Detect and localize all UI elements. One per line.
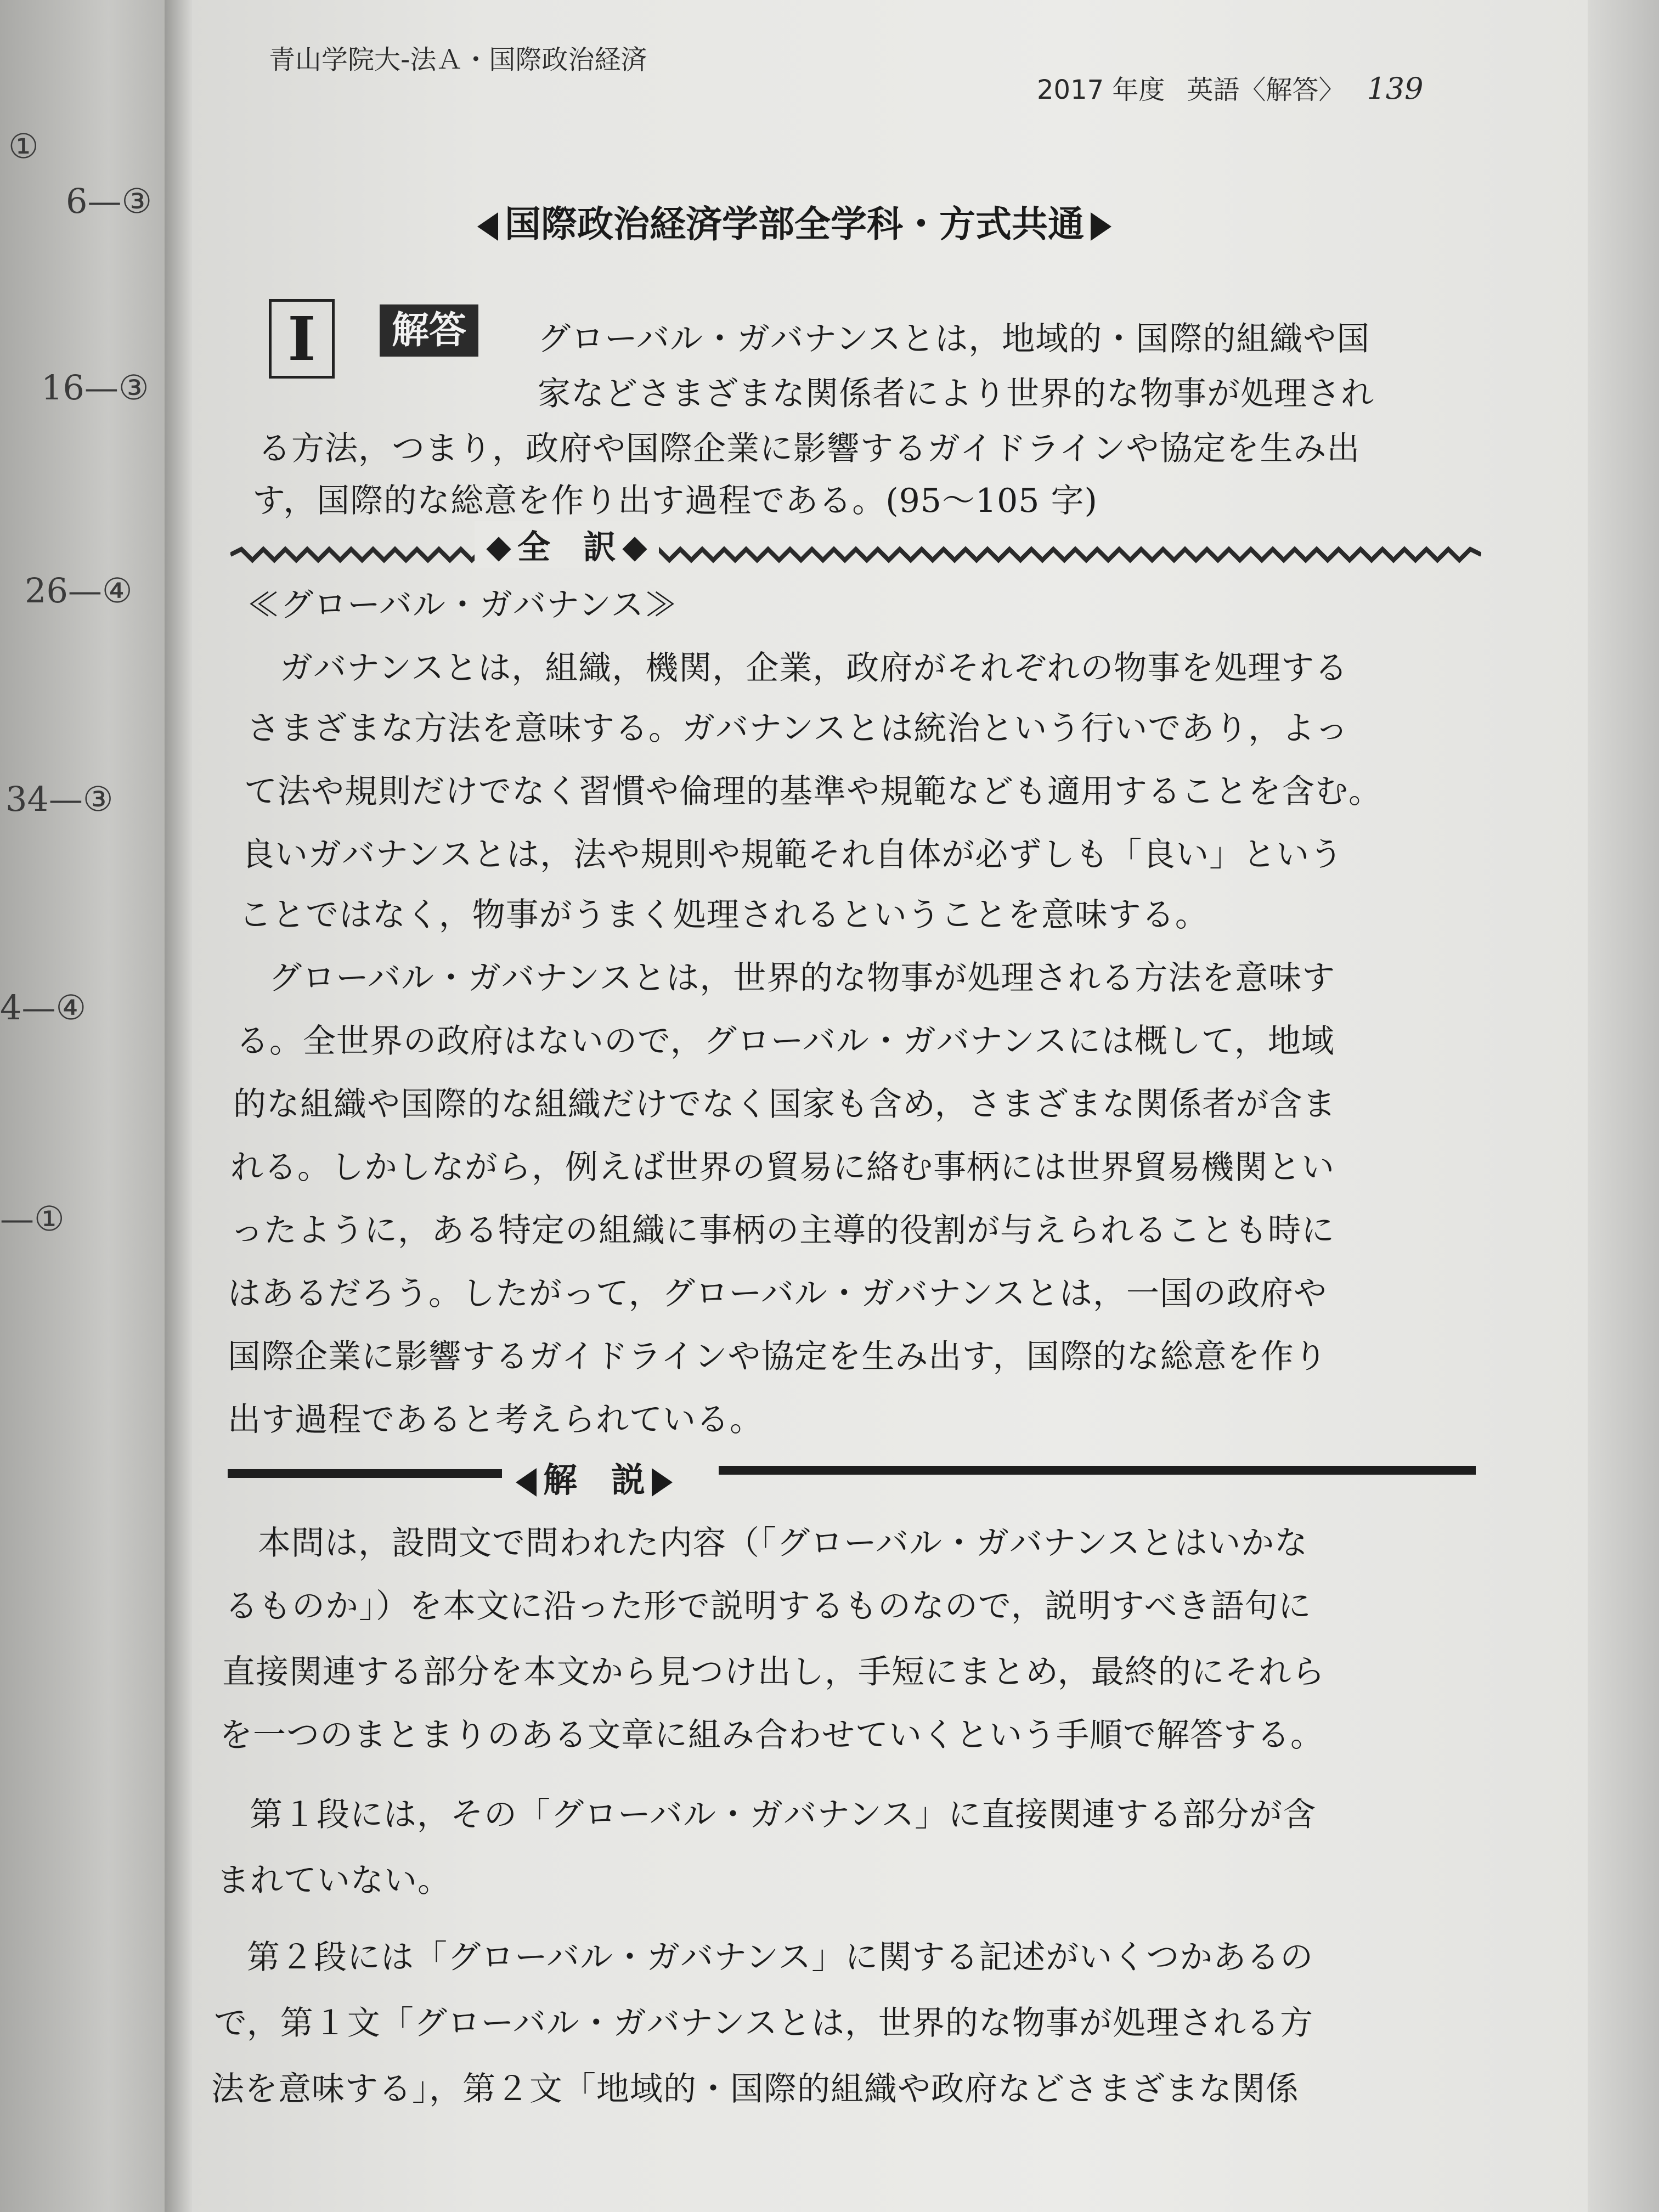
explanation-rule-left — [228, 1469, 502, 1478]
header-subject: 英語〈解答〉 — [1187, 75, 1345, 105]
explanation-line: まれていない。 — [217, 1861, 451, 1900]
explanation-line: 直接関連する部分を本文から見つけ出し，手短にまとめ，最終的にそれら — [222, 1653, 1325, 1691]
right-triangle-icon — [1091, 212, 1111, 241]
translation-line: れる。しかしながら，例えば世界の貿易に絡む事柄には世界貿易機関とい — [230, 1148, 1335, 1187]
left-triangle-icon — [516, 1468, 537, 1497]
translation-line: ガバナンスとは，組織，機関，企業，政府がそれぞれの物事を処理する — [280, 649, 1348, 687]
book-page — [192, 0, 1659, 2212]
answer-line: す，国際的な総意を作り出す過程である。(95〜105 字) — [252, 482, 1098, 520]
explanation-line: 第１段には，その「グローバル・ガバナンス」に直接関連する部分が含 — [250, 1796, 1317, 1834]
previous-page-strip — [0, 0, 181, 2212]
prev-page-answer-mark: ① — [8, 126, 39, 166]
explanation-heading-text: 解 説 — [543, 1460, 646, 1500]
translation-line: 良いガバナンスとは，法や規則や規範それ自体が必ずしも「良い」という — [241, 836, 1344, 874]
translation-line: ことではなく，物事がうまく処理されるということを意味する。 — [239, 896, 1209, 934]
explanation-line: を一つのまとまりのある文章に組み合わせていくという手順で解答する。 — [219, 1716, 1324, 1754]
translation-heading-text: 全 訳 — [517, 528, 616, 567]
section-title-text: 国際政治経済学部全学科・方式共通 — [505, 203, 1084, 245]
translation-line: る。全世界の政府はないので，グローバル・ガバナンスには概して，地域 — [236, 1022, 1335, 1060]
explanation-line: で，第１文「グローバル・ガバナンスとは，世界的な物事が処理される方 — [214, 2004, 1313, 2042]
left-triangle-icon — [477, 212, 498, 241]
translation-divider — [230, 546, 1481, 563]
prev-page-answer-mark: 6—③ — [66, 181, 153, 221]
answer-line: グローバル・ガバナンスとは，地域的・国際的組織や国 — [538, 320, 1370, 358]
explanation-line: 本問は，設問文で問われた内容（「グローバル・ガバナンスとはいかな — [258, 1524, 1308, 1562]
answer-line: 家などさまざまな関係者により世界的な物事が処理され — [538, 375, 1374, 413]
prev-page-answer-mark: 26—④ — [25, 571, 133, 611]
prev-page-answer-mark: 34—③ — [5, 779, 114, 819]
translation-line: て法や規則だけでなく習慣や倫理的基準や規範なども適用することを含む。 — [244, 772, 1382, 811]
diamond-icon — [622, 537, 647, 562]
explanation-rule-right — [719, 1466, 1476, 1475]
translation-line: ったように，ある特定の組織に事柄の主導的役割が与えられることも時に — [230, 1211, 1335, 1250]
prev-page-answer-mark: —① — [0, 1199, 65, 1239]
explanation-line: るものか」）を本文に沿った形で説明するものなので，説明すべき語句に — [225, 1587, 1312, 1626]
right-triangle-icon — [652, 1468, 673, 1497]
page-header-right — [1037, 69, 1424, 106]
prev-page-answer-mark: 4—④ — [0, 988, 87, 1028]
section-title — [477, 195, 1111, 247]
running-title: 青山学院大-法Ａ・国際政治経済 — [269, 44, 647, 75]
explanation-line: 第２段には「グローバル・ガバナンス」に関する記述がいくつかあるの — [247, 1938, 1314, 1977]
translation-heading — [475, 521, 659, 568]
translation-subtitle: ≪グローバル・ガバナンス≫ — [247, 586, 678, 624]
prev-page-answer-mark: 16—③ — [41, 368, 149, 408]
translation-line: 出す過程であると考えられている。 — [228, 1401, 763, 1439]
header-year: 2017 年度 — [1037, 75, 1165, 105]
page-edge — [1588, 0, 1659, 2212]
translation-line: 的な組織や国際的な組織だけでなく国家も含め，さまざまな関係者が含ま — [233, 1085, 1336, 1124]
answer-badge: 解答 — [380, 304, 478, 357]
translation-line: さまざまな方法を意味する。ガバナンスとは統治という行いであり，よっ — [247, 709, 1349, 748]
explanation-line: 法を意味する」，第２文「地域的・国際的組織や政府などさまざまな関係 — [211, 2070, 1299, 2108]
translation-line: グローバル・ガバナンスとは，世界的な物事が処理される方法を意味す — [269, 959, 1336, 997]
question-number: I — [269, 299, 335, 379]
answer-line: る方法，つまり，政府や国際企業に影響するガイドラインや協定を生み出 — [258, 430, 1361, 468]
explanation-heading — [516, 1453, 673, 1502]
translation-line: はあるだろう。したがって，グローバル・ガバナンスとは，一国の政府や — [228, 1274, 1327, 1313]
translation-line: 国際企業に影響するガイドラインや協定を生み出す，国際的な総意を作り — [228, 1338, 1328, 1376]
diamond-icon — [486, 537, 511, 562]
page-number: 139 — [1367, 71, 1424, 106]
